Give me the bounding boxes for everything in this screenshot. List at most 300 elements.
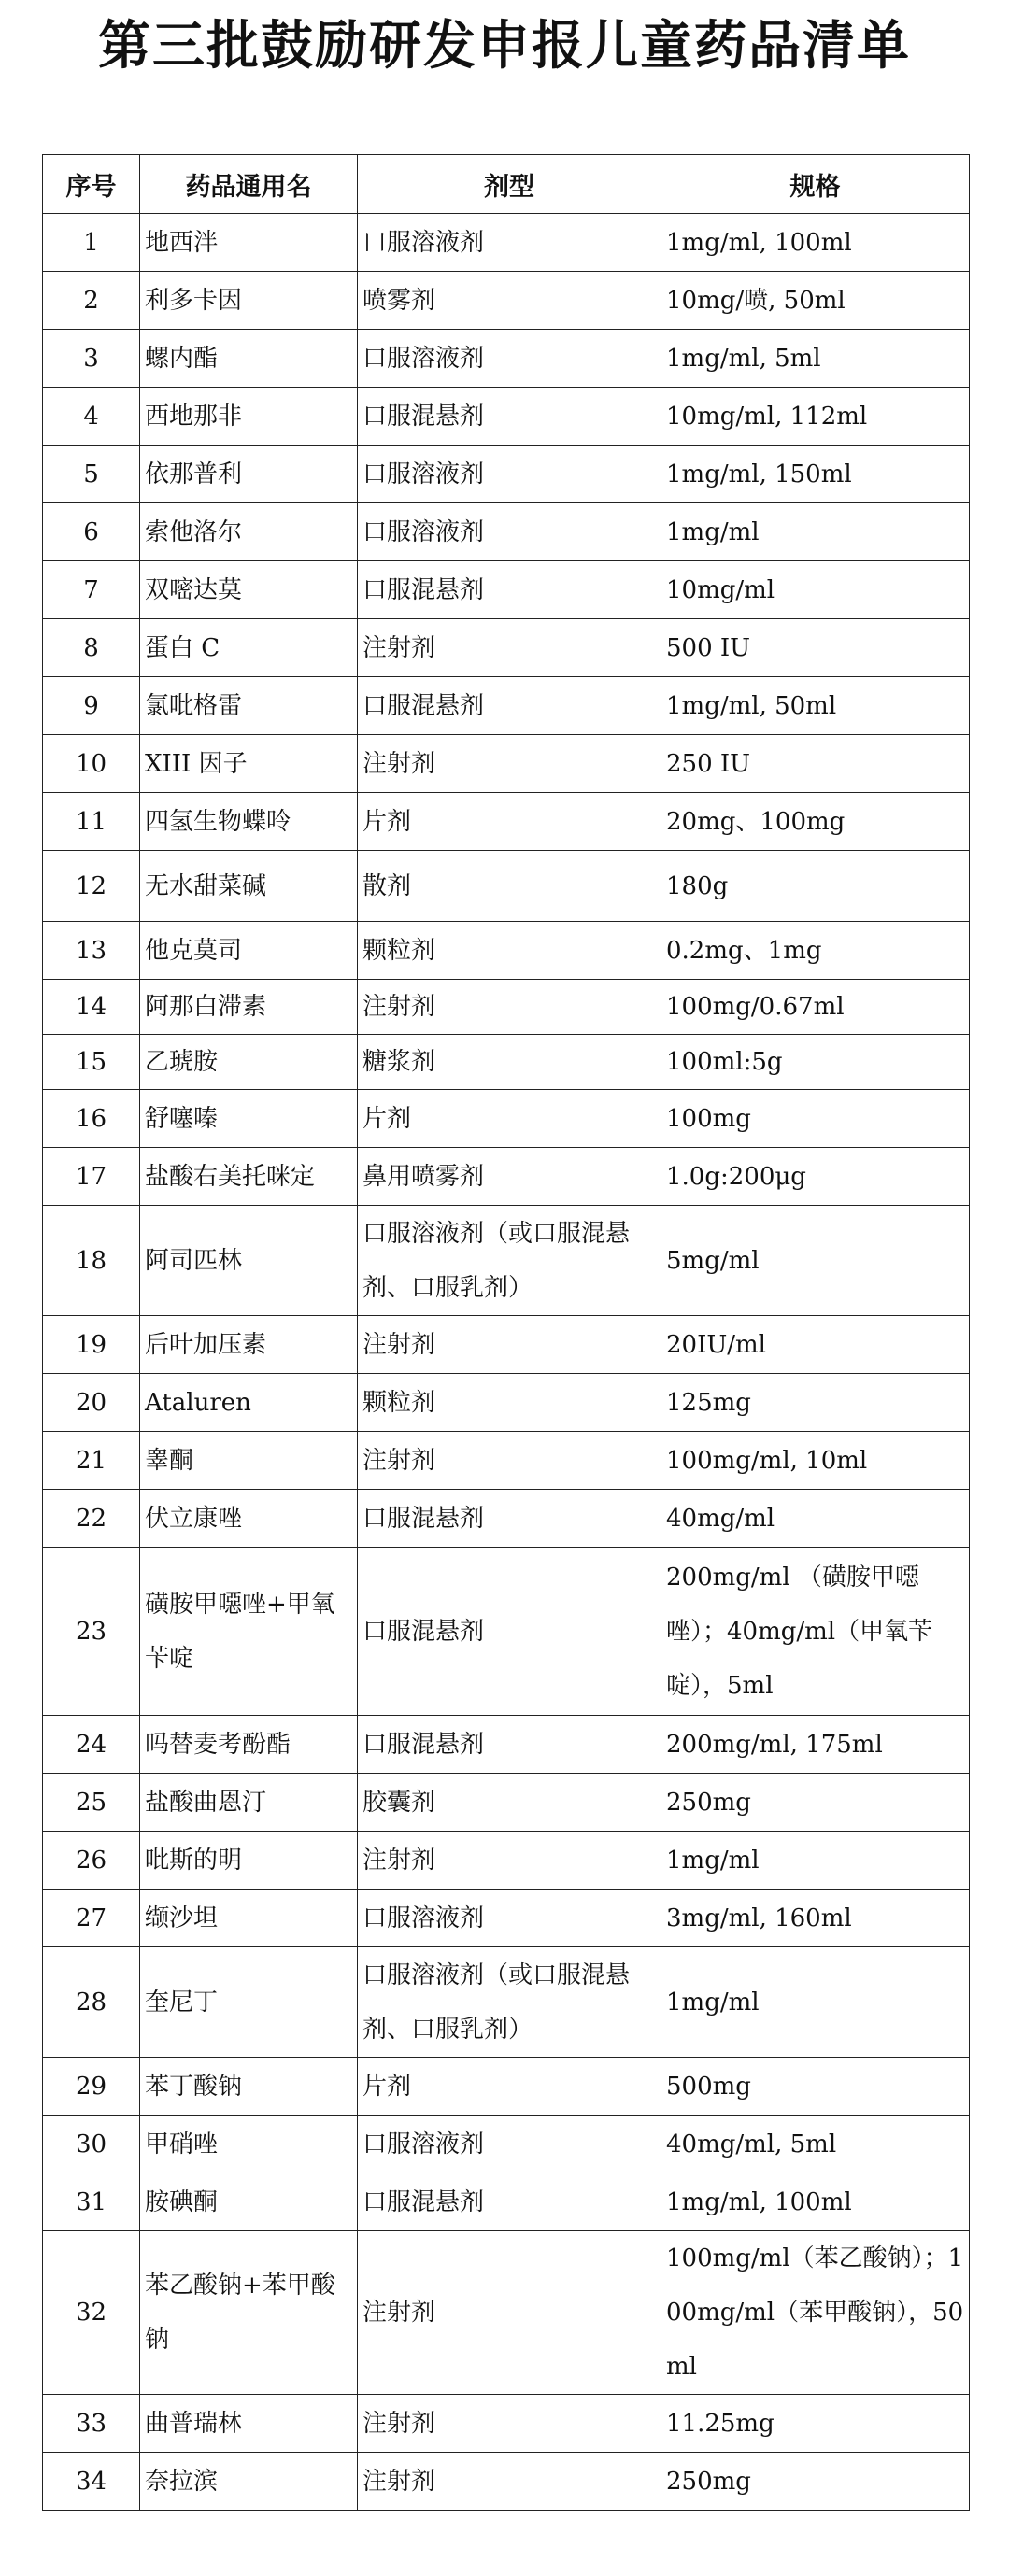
cell-no (43, 2058, 140, 2116)
table-row (43, 503, 970, 561)
cell-name-text: 胺碘酮 (145, 2187, 219, 2216)
cell-no (43, 2116, 140, 2173)
cell-spec-text: 100ml:5g (666, 1048, 783, 1076)
cell-spec (661, 446, 970, 503)
table-row (43, 388, 970, 446)
cell-spec-text: 0.2mg、1mg (666, 936, 822, 965)
table-row (43, 1090, 970, 1148)
cell-no-text: 24 (75, 1730, 107, 1759)
cell-no-text: 14 (75, 993, 107, 1021)
cell-form-text: 片剂 (362, 1104, 412, 1133)
cell-spec-text: 10mg/ml, 112ml (666, 402, 868, 431)
cell-spec (661, 2453, 970, 2511)
cell-form-text: 注射剂 (362, 993, 436, 1021)
cell-spec (661, 1206, 970, 1316)
cell-name-text: 螺内酯 (145, 344, 219, 373)
cell-name (140, 330, 358, 388)
cell-name (140, 2058, 358, 2116)
cell-spec-text: 100mg/ml（苯乙酸钠）；100mg/ml（苯甲酸钠），50ml (666, 2244, 964, 2381)
cell-no-text: 26 (75, 1846, 107, 1875)
cell-no-text: 9 (83, 691, 99, 720)
table-row (43, 735, 970, 793)
cell-no-text: 22 (75, 1504, 107, 1533)
header-no: 序号 (43, 155, 140, 214)
cell-no-text: 20 (75, 1388, 107, 1417)
cell-name-text: 四氢生物蝶呤 (145, 807, 291, 836)
cell-name-text: 西地那非 (145, 402, 243, 431)
cell-no (43, 2453, 140, 2511)
cell-no-text: 11 (75, 807, 107, 836)
cell-spec (661, 793, 970, 851)
table-row (43, 330, 970, 388)
cell-name-text: Ataluren (145, 1388, 251, 1417)
table-row (43, 1206, 970, 1316)
cell-form (358, 619, 661, 677)
table-row (43, 851, 970, 922)
table-row (43, 1035, 970, 1090)
cell-form-text: 注射剂 (362, 2299, 436, 2327)
cell-spec-text: 40mg/ml (666, 1504, 775, 1533)
cell-no (43, 214, 140, 272)
cell-name (140, 446, 358, 503)
cell-no-text: 1 (83, 228, 99, 257)
cell-spec-text: 3mg/ml, 160ml (666, 1904, 852, 1932)
cell-form (358, 2231, 661, 2395)
cell-spec-text: 100mg/ml, 10ml (666, 1446, 868, 1475)
cell-name-text: 奈拉滨 (145, 2467, 219, 2496)
cell-no-text: 2 (83, 286, 99, 315)
cell-spec (661, 1774, 970, 1832)
cell-no (43, 1548, 140, 1716)
cell-form-text: 注射剂 (362, 749, 436, 778)
table-row (43, 677, 970, 735)
cell-name-text: 盐酸曲恩汀 (145, 1788, 267, 1817)
cell-no (43, 1832, 140, 1890)
cell-no (43, 561, 140, 619)
cell-no (43, 793, 140, 851)
cell-name-text: 吡斯的明 (145, 1846, 243, 1875)
cell-no (43, 1432, 140, 1490)
table-row (43, 1548, 970, 1716)
cell-no (43, 1374, 140, 1432)
table-header-row (43, 155, 970, 214)
cell-name (140, 1947, 358, 2058)
cell-name (140, 1432, 358, 1490)
cell-name (140, 1206, 358, 1316)
cell-form-text: 口服溶液剂 (362, 228, 485, 257)
cell-spec (661, 1832, 970, 1890)
cell-name-text: 阿那白滞素 (145, 993, 267, 1021)
cell-name (140, 561, 358, 619)
cell-spec (661, 503, 970, 561)
table-row (43, 2395, 970, 2453)
cell-form-text: 口服混悬剂 (362, 2187, 485, 2216)
cell-form (358, 1090, 661, 1148)
cell-no (43, 1316, 140, 1374)
cell-name-text: 他克莫司 (145, 936, 243, 965)
cell-spec (661, 851, 970, 922)
cell-name-text: 阿司匹林 (145, 1246, 243, 1275)
cell-no-text: 30 (75, 2130, 107, 2158)
cell-spec-text: 40mg/ml, 5ml (666, 2130, 837, 2158)
cell-form-text: 口服溶液剂 (362, 460, 485, 488)
cell-spec (661, 1890, 970, 1947)
cell-form-text: 糖浆剂 (362, 1048, 436, 1076)
cell-name (140, 2173, 358, 2231)
header-name: 药品通用名 (140, 155, 358, 214)
cell-name (140, 619, 358, 677)
cell-no-text: 8 (83, 633, 99, 662)
cell-spec-text: 1mg/ml (666, 1988, 760, 2017)
cell-form (358, 272, 661, 330)
cell-name-text: 曲普瑞林 (145, 2409, 243, 2438)
cell-form (358, 1947, 661, 2058)
cell-name (140, 1716, 358, 1774)
cell-no-text: 3 (83, 344, 99, 373)
cell-form (358, 1832, 661, 1890)
cell-form-text: 颗粒剂 (362, 1388, 436, 1417)
cell-name-text: 蛋白 C (145, 633, 220, 662)
cell-spec (661, 388, 970, 446)
cell-spec-text: 200mg/ml, 175ml (666, 1730, 883, 1759)
cell-spec (661, 1148, 970, 1206)
cell-spec-text: 1mg/ml, 50ml (666, 691, 837, 720)
cell-spec-text: 11.25mg (666, 2409, 775, 2438)
cell-name (140, 677, 358, 735)
cell-no-text: 6 (83, 517, 99, 546)
cell-form (358, 446, 661, 503)
cell-no-text: 16 (75, 1104, 107, 1133)
table-row (43, 1774, 970, 1832)
cell-spec-text: 500mg (666, 2072, 751, 2101)
table-row (43, 980, 970, 1035)
cell-name-text: 盐酸右美托咪定 (145, 1162, 316, 1191)
cell-form (358, 677, 661, 735)
table-row (43, 2231, 970, 2395)
header-form: 剂型 (358, 155, 661, 214)
table-row (43, 2058, 970, 2116)
cell-form-text: 散剂 (362, 871, 412, 900)
cell-no-text: 33 (75, 2409, 107, 2438)
cell-form (358, 1316, 661, 1374)
cell-name (140, 1090, 358, 1148)
drug-list-table (42, 154, 970, 2511)
table-row (43, 619, 970, 677)
cell-name (140, 2116, 358, 2173)
cell-form-text: 口服溶液剂 (362, 344, 485, 373)
cell-spec-text: 200mg/ml （磺胺甲噁唑）；40mg/ml（甲氧苄啶），5ml (666, 1563, 933, 1700)
cell-spec (661, 2058, 970, 2116)
cell-name-text: 甲硝唑 (145, 2130, 219, 2158)
cell-spec (661, 2116, 970, 2173)
cell-name-text: 氯吡格雷 (145, 691, 243, 720)
table-row (43, 2116, 970, 2173)
header-spec: 规格 (661, 155, 970, 214)
cell-name-text: 伏立康唑 (145, 1504, 243, 1533)
cell-form (358, 1148, 661, 1206)
table-row (43, 272, 970, 330)
cell-name-text: 舒噻嗪 (145, 1104, 219, 1133)
cell-name (140, 1774, 358, 1832)
cell-form (358, 2058, 661, 2116)
cell-form-text: 口服混悬剂 (362, 402, 485, 431)
cell-form (358, 1774, 661, 1832)
cell-no (43, 1716, 140, 1774)
cell-name-text: XIII 因子 (145, 749, 248, 778)
cell-no (43, 1774, 140, 1832)
table-row (43, 2173, 970, 2231)
cell-spec-text: 1mg/ml (666, 1846, 760, 1875)
cell-form (358, 2395, 661, 2453)
cell-spec (661, 2173, 970, 2231)
cell-spec (661, 1374, 970, 1432)
cell-form (358, 1035, 661, 1090)
cell-form (358, 1548, 661, 1716)
cell-no-text: 25 (75, 1788, 107, 1817)
cell-name (140, 1548, 358, 1716)
cell-spec (661, 677, 970, 735)
cell-form-text: 口服混悬剂 (362, 691, 485, 720)
table-row (43, 1148, 970, 1206)
cell-no (43, 503, 140, 561)
cell-name (140, 793, 358, 851)
cell-no (43, 2231, 140, 2395)
cell-spec (661, 1947, 970, 2058)
cell-spec-text: 1mg/ml, 5ml (666, 344, 821, 373)
cell-spec-text: 250mg (666, 1788, 751, 1817)
cell-spec (661, 980, 970, 1035)
cell-no (43, 1947, 140, 2058)
cell-name-text: 依那普利 (145, 460, 243, 488)
cell-form-text: 注射剂 (362, 633, 436, 662)
cell-form (358, 503, 661, 561)
cell-spec (661, 214, 970, 272)
cell-spec-text: 100mg/0.67ml (666, 993, 845, 1021)
table-row (43, 1832, 970, 1890)
cell-name-text: 双嘧达莫 (145, 575, 243, 604)
cell-no (43, 980, 140, 1035)
cell-spec-text: 100mg (666, 1104, 751, 1133)
cell-form (358, 330, 661, 388)
cell-form (358, 980, 661, 1035)
cell-name (140, 1490, 358, 1548)
cell-form (358, 1490, 661, 1548)
cell-no (43, 922, 140, 980)
cell-no (43, 1035, 140, 1090)
cell-name-text: 无水甜菜碱 (145, 871, 267, 900)
cell-no (43, 1490, 140, 1548)
cell-no (43, 677, 140, 735)
cell-no (43, 1090, 140, 1148)
cell-no-text: 4 (83, 402, 99, 431)
cell-spec (661, 1716, 970, 1774)
cell-form-text: 注射剂 (362, 2409, 436, 2438)
cell-name (140, 272, 358, 330)
table-row (43, 446, 970, 503)
table-row (43, 1432, 970, 1490)
cell-form-text: 注射剂 (362, 1330, 436, 1359)
cell-name (140, 214, 358, 272)
cell-form (358, 735, 661, 793)
cell-no (43, 272, 140, 330)
cell-form (358, 2453, 661, 2511)
cell-no-text: 32 (75, 2299, 107, 2327)
cell-spec-text: 1mg/ml, 100ml (666, 228, 852, 257)
table-row (43, 793, 970, 851)
cell-form (358, 1206, 661, 1316)
cell-no-text: 17 (75, 1162, 107, 1191)
cell-form (358, 1890, 661, 1947)
table-row (43, 2453, 970, 2511)
cell-name-text: 乙琥胺 (145, 1048, 219, 1076)
cell-spec-text: 5mg/ml (666, 1246, 760, 1275)
cell-form (358, 2173, 661, 2231)
cell-spec (661, 735, 970, 793)
cell-name (140, 851, 358, 922)
cell-name (140, 2453, 358, 2511)
cell-name (140, 922, 358, 980)
cell-name-text: 奎尼丁 (145, 1988, 219, 2017)
cell-no (43, 2173, 140, 2231)
cell-name-text: 利多卡因 (145, 286, 243, 315)
cell-form (358, 851, 661, 922)
cell-name-text: 苯乙酸钠+苯甲酸钠 (145, 2272, 335, 2354)
cell-spec (661, 1090, 970, 1148)
cell-spec-text: 180g (666, 871, 729, 900)
cell-name-text: 缬沙坦 (145, 1904, 219, 1932)
table-row (43, 1490, 970, 1548)
cell-name (140, 1832, 358, 1890)
cell-name-text: 吗替麦考酚酯 (145, 1730, 291, 1759)
cell-form-text: 喷雾剂 (362, 286, 436, 315)
cell-form-text: 注射剂 (362, 2467, 436, 2496)
cell-name-text: 地西泮 (145, 228, 219, 257)
cell-name (140, 388, 358, 446)
table-row (43, 561, 970, 619)
cell-no-text: 7 (83, 575, 99, 604)
cell-form (358, 214, 661, 272)
cell-form-text: 口服溶液剂 (362, 1904, 485, 1932)
cell-form-text: 注射剂 (362, 1446, 436, 1475)
cell-no-text: 15 (75, 1048, 107, 1076)
cell-no (43, 388, 140, 446)
cell-spec (661, 2231, 970, 2395)
cell-form (358, 793, 661, 851)
cell-form-text: 口服混悬剂 (362, 1504, 485, 1533)
cell-no-text: 12 (75, 871, 107, 900)
cell-name (140, 503, 358, 561)
cell-form-text: 口服溶液剂 (362, 517, 485, 546)
cell-form (358, 2116, 661, 2173)
cell-spec (661, 1035, 970, 1090)
cell-no-text: 5 (83, 460, 99, 488)
cell-no-text: 18 (75, 1246, 107, 1275)
cell-form (358, 388, 661, 446)
cell-spec-text: 500 IU (666, 633, 751, 662)
cell-form-text: 颗粒剂 (362, 936, 436, 965)
cell-spec (661, 1316, 970, 1374)
cell-no (43, 619, 140, 677)
cell-no (43, 1148, 140, 1206)
table-row (43, 922, 970, 980)
cell-form-text: 注射剂 (362, 1846, 436, 1875)
cell-name-text: 索他洛尔 (145, 517, 243, 546)
cell-spec (661, 1548, 970, 1716)
cell-name (140, 2395, 358, 2453)
cell-spec (661, 619, 970, 677)
cell-name (140, 2231, 358, 2395)
cell-name (140, 1374, 358, 1432)
cell-no-text: 27 (75, 1904, 107, 1932)
cell-no (43, 2395, 140, 2453)
cell-form (358, 1374, 661, 1432)
cell-spec (661, 272, 970, 330)
cell-spec (661, 922, 970, 980)
cell-no (43, 330, 140, 388)
cell-form-text: 口服混悬剂 (362, 1730, 485, 1759)
cell-form-text: 鼻用喷雾剂 (362, 1162, 485, 1191)
cell-no-text: 21 (75, 1446, 107, 1475)
cell-spec (661, 1432, 970, 1490)
cell-spec-text: 10mg/喷, 50ml (666, 286, 846, 315)
cell-spec-text: 1mg/ml (666, 517, 760, 546)
table-row (43, 214, 970, 272)
cell-spec (661, 1490, 970, 1548)
cell-spec-text: 1.0g:200μg (666, 1162, 806, 1191)
cell-no-text: 31 (75, 2187, 107, 2216)
cell-spec-text: 1mg/ml, 100ml (666, 2187, 852, 2216)
cell-form-text: 片剂 (362, 807, 412, 836)
cell-no-text: 13 (75, 936, 107, 965)
table-row (43, 1890, 970, 1947)
cell-form-text: 口服溶液剂（或口服混悬剂、口服乳剂） (362, 1219, 631, 1302)
cell-no-text: 34 (75, 2467, 107, 2496)
cell-spec (661, 561, 970, 619)
cell-name (140, 1035, 358, 1090)
cell-form-text: 胶囊剂 (362, 1788, 436, 1817)
cell-form (358, 922, 661, 980)
cell-form-text: 口服混悬剂 (362, 575, 485, 604)
cell-no (43, 851, 140, 922)
cell-no (43, 1206, 140, 1316)
cell-no (43, 446, 140, 503)
cell-name-text: 苯丁酸钠 (145, 2072, 243, 2101)
cell-no-text: 19 (75, 1330, 107, 1359)
cell-no (43, 735, 140, 793)
cell-name-text: 睾酮 (145, 1446, 194, 1475)
cell-spec-text: 10mg/ml (666, 575, 775, 604)
table-row (43, 1316, 970, 1374)
cell-spec-text: 20IU/ml (666, 1330, 766, 1359)
table-row (43, 1374, 970, 1432)
cell-spec-text: 250 IU (666, 749, 751, 778)
cell-name-text: 磺胺甲噁唑+甲氧苄啶 (145, 1590, 335, 1673)
cell-name-text: 后叶加压素 (145, 1330, 267, 1359)
cell-name (140, 1316, 358, 1374)
cell-form-text: 片剂 (362, 2072, 412, 2101)
cell-no-text: 23 (75, 1617, 107, 1646)
cell-spec-text: 1mg/ml, 150ml (666, 460, 852, 488)
cell-no-text: 10 (75, 749, 107, 778)
cell-name (140, 1148, 358, 1206)
cell-form-text: 口服溶液剂 (362, 2130, 485, 2158)
cell-form-text: 口服混悬剂 (362, 1617, 485, 1646)
cell-spec-text: 250mg (666, 2467, 751, 2496)
cell-form-text: 口服溶液剂（或口服混悬剂、口服乳剂） (362, 1960, 631, 2044)
cell-no-text: 29 (75, 2072, 107, 2101)
table-body (43, 214, 970, 2511)
cell-spec-text: 20mg、100mg (666, 807, 846, 836)
